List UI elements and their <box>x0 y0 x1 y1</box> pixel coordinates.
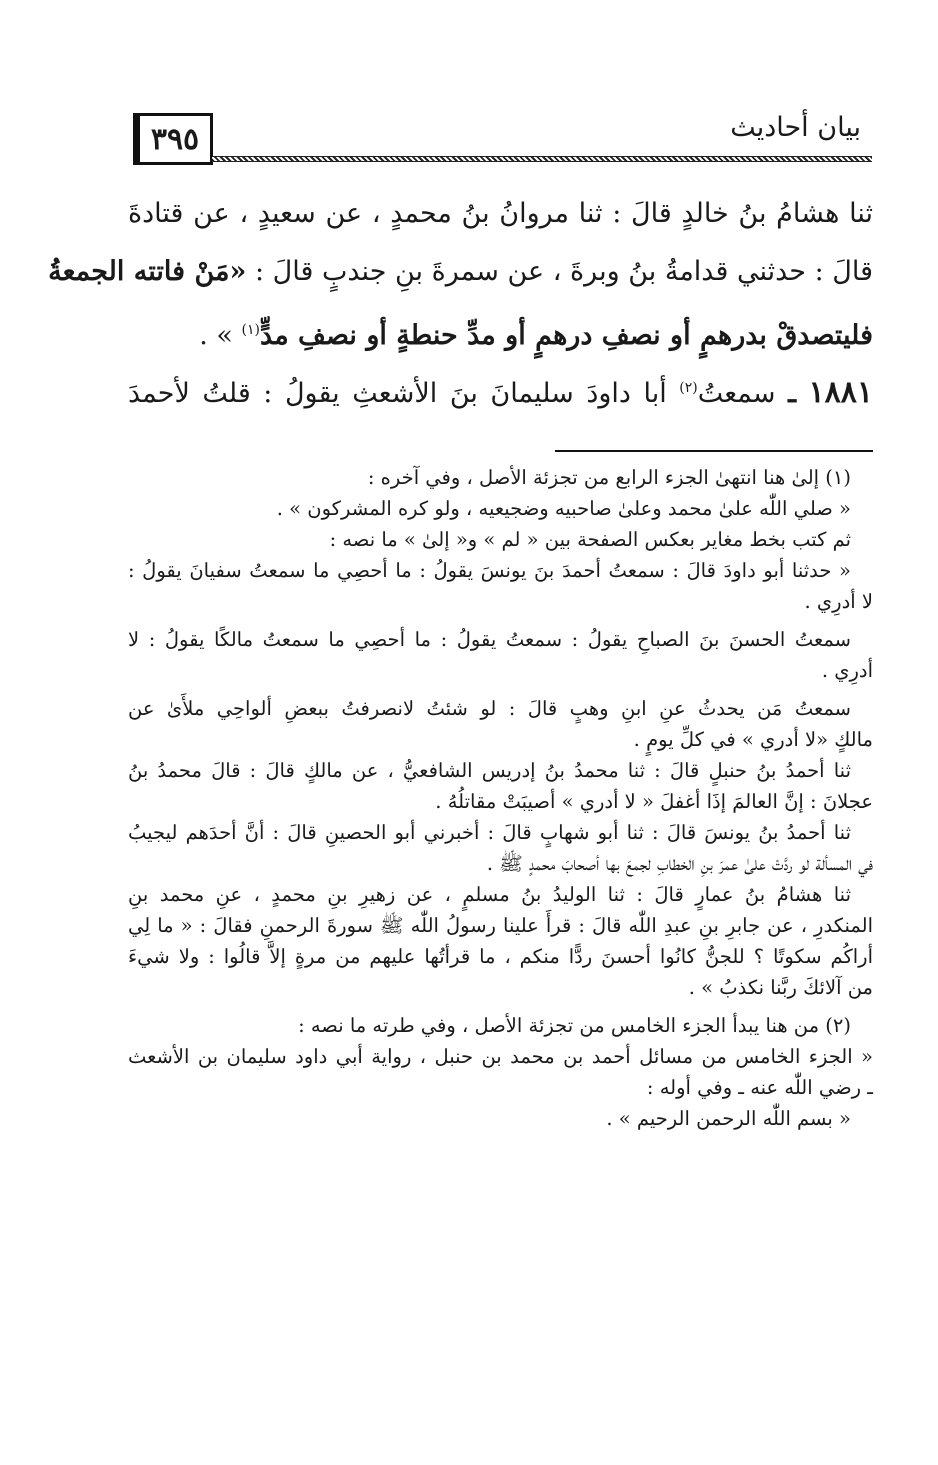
main-line <box>48 243 873 301</box>
page-number: ٣٩٥ <box>133 113 213 165</box>
main-text <box>48 185 873 417</box>
running-header-title: بيان أحاديث <box>730 112 861 143</box>
footnote-line: (١) إلىٰ هنا انتهىٰ الجزء الرابع من تجزئة الأصل ، وفي آخره : <box>367 466 851 489</box>
hadith-text-bold: «مَنْ فاتته الجمعةُ <box>48 256 247 287</box>
footnote-line: أدرِي . <box>821 659 873 682</box>
main-text-segment: سمعتُ <box>697 378 776 409</box>
hadith-dash: ـ <box>788 378 796 409</box>
main-line <box>128 359 873 417</box>
main-text-segment: » . <box>199 320 233 351</box>
footnote-line: « الجزء الخامس من مسائل أحمد بن محمد بن حنبل ، رواية أبي داود سليمان بن الأشعث <box>128 1045 873 1068</box>
footnote-line: « صلي اللّٰه علىٰ محمد وعلىٰ صاحبيه وضجيعيه ، ولو كره المشركون » . <box>276 497 851 520</box>
footnote-line: ثنا هشامُ بنُ عمارٍ قالَ : ثنا الوليدُ بنُ مسلمٍ ، عن زهيرِ بنِ محمدٍ ، عنِ محمد بنِ <box>128 883 851 906</box>
main-line <box>128 185 873 243</box>
footnote-line: مالكٍ «لا أدري » في كلِّ يومٍ . <box>633 728 873 751</box>
footnote-marker: (١) <box>241 322 261 338</box>
footnote-line: ثنا أحمدُ بنُ يونسَ قالَ : ثنا أبو شهابٍ قالَ : أخبرني أبو الحصينِ قالَ : أنَّ أحدَهم ليجيبُ <box>128 821 851 844</box>
footnote-line: أراكُم سكوتًا ؟ للجنُّ كانُوا أحسنَ ردًّا منكم ، ما قرأتُها عليهم من مرةٍ إلاَّ قالُوا : ولا شيءَ <box>128 945 873 968</box>
main-line <box>128 301 873 359</box>
footnote-line: ثم كتب بخط مغاير بعكس الصفحة بين « لم » و« إلىٰ » ما نصه : <box>329 528 851 551</box>
footnote-line: (٢) من هنا يبدأ الجزء الخامس من تجزئة الأصل ، وفي طرته ما نصه : <box>298 1014 851 1037</box>
footnote-line: « بسم اللّٰه الرحمن الرحيم » . <box>606 1107 851 1130</box>
footnote-line: من آلائكَ ربَّنا نكذبُ » . <box>688 976 873 999</box>
main-text-segment: أبا داودَ سليمانَ بنَ الأشعثِ يقولُ : قلتُ لأحمدَ <box>128 378 667 409</box>
footnote-line: « حدثنا أبو داودَ قالَ : سمعتُ أحمدَ بنَ يونسَ يقولُ : ما أحصِي ما سمعتُ سفيانَ يقولُ : <box>128 559 851 582</box>
main-text-segment: ثنا هشامُ بنُ خالدٍ قالَ : ثنا مروانُ بنُ محمدٍ ، عن سعيدٍ ، عن قتادةَ <box>128 198 873 229</box>
footnote-line: سمعتُ مَن يحدثُ عنِ ابنِ وهبٍ قالَ : لو شئتُ لانصرفتُ ببعضِ ألواحِي ملأَىٰ عن <box>128 697 851 720</box>
footnotes <box>128 462 873 1134</box>
footnote-marker: (٢) <box>679 380 698 396</box>
hadith-number: ١٨٨١ <box>808 375 873 410</box>
footnote-line: في المسألة لو ردَّتْ علىٰ عمرَ بنِ الخطابِ لجمعَ بها أصحابَ محمدٍ ﷺ . <box>486 852 873 875</box>
footnote-line: ثنا أحمدُ بنُ حنبلٍ قالَ : ثنا محمدُ بنُ إدريس الشافعيُّ ، عن مالكٍ قالَ : قالَ محمدُ بنُ <box>128 759 851 782</box>
footnote-line: لا أدرِي . <box>804 590 873 613</box>
hadith-text-bold: فليتصدقْ بدرهمٍ أو نصفِ درهمٍ أو مدِّ حنطةٍ أو نصفِ مدٍّ <box>260 320 873 351</box>
footnote-line: عجلانَ : إنَّ العالمَ إذَا أغفلَ « لا أدري » أصيبَتْ مقاتلُهُ . <box>435 790 873 813</box>
main-text-segment: قالَ : حدثني قدامةُ بنُ وبرةَ ، عن سمرةَ بنِ جندبٍ قالَ : <box>254 256 873 287</box>
footnote-separator <box>555 450 873 452</box>
footnote-line: المنكدرِ ، عن جابرِ بنِ عبدِ اللّٰه قالَ : قرأَ علينا رسولُ اللّٰه ﷺ سورةَ الرحمنِ فقالَ : « ما لِي <box>128 914 873 937</box>
footnote-line: ـ رضي اللّٰه عنه ـ وفي أوله : <box>646 1076 873 1099</box>
header-ornamental-rule <box>212 156 872 162</box>
footnote-line: سمعتُ الحسنَ بنَ الصباحِ يقولُ : سمعتُ يقولُ : ما أحصِي ما سمعتُ مالكًا يقولُ : لا <box>128 628 851 651</box>
